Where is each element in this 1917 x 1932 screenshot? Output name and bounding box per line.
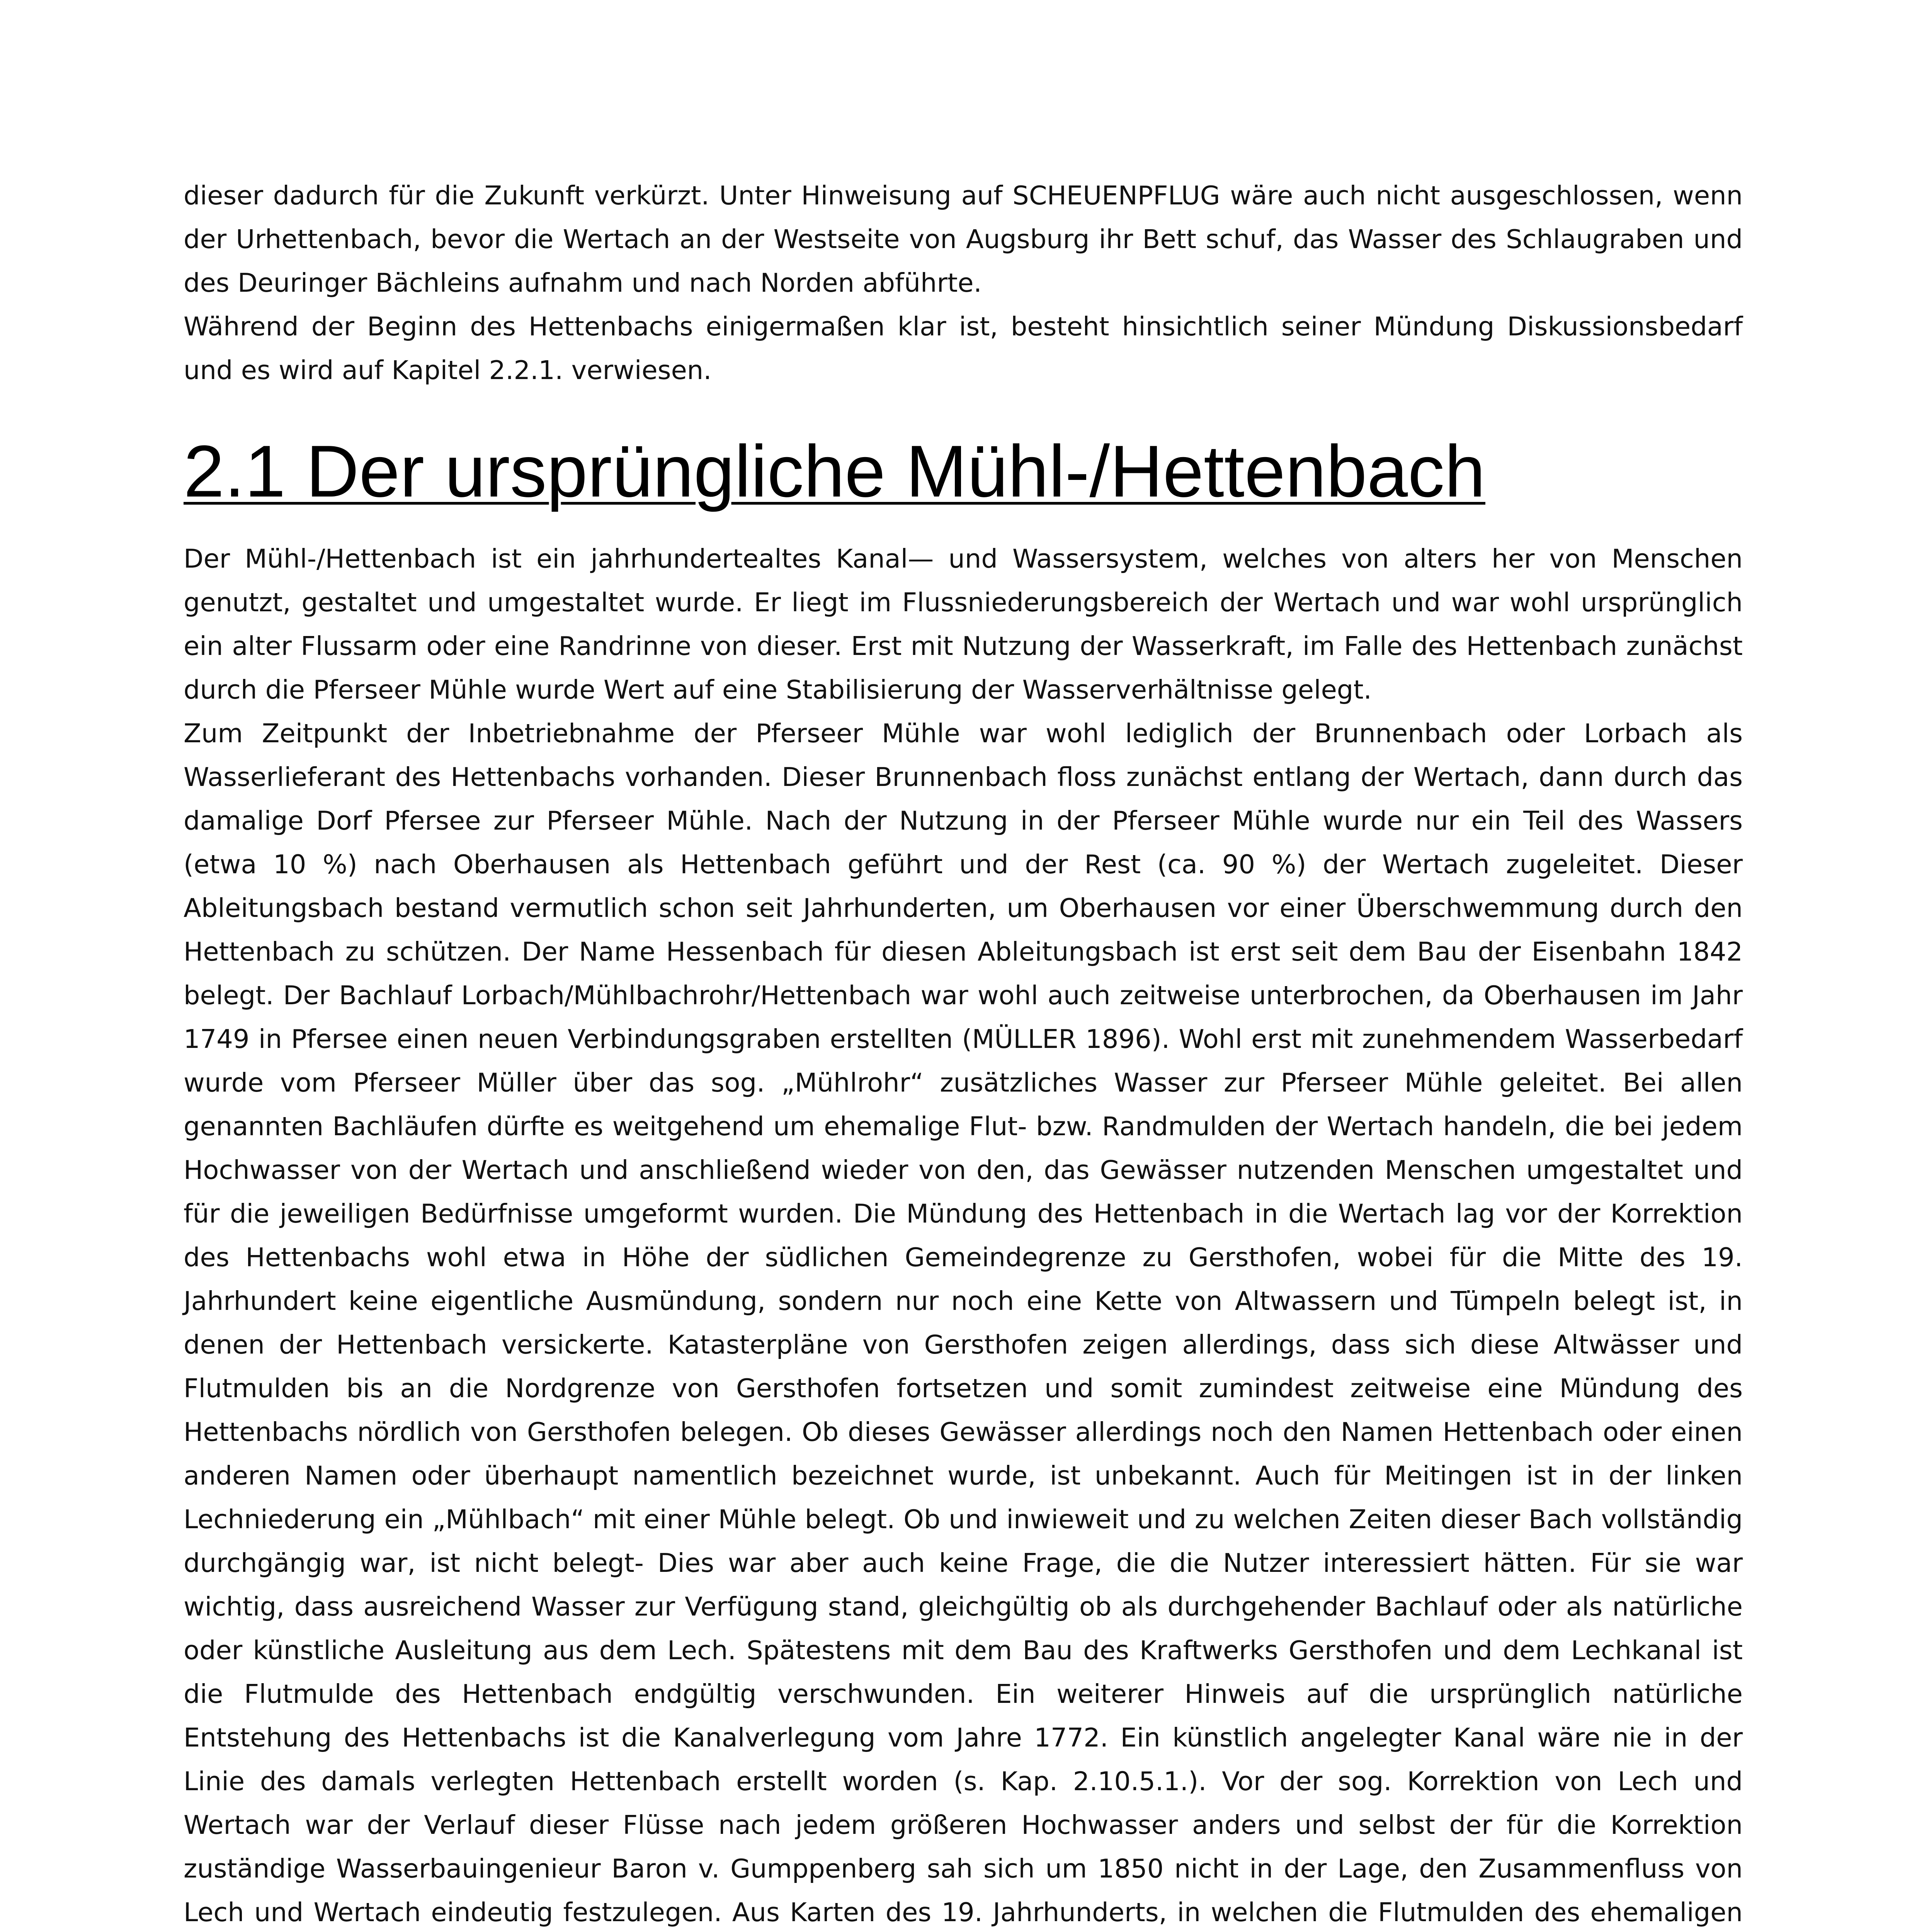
intro-paragraph-1: dieser dadurch für die Zukunft verkürzt. Unter Hinweisung auf SCHEUENPFLUG wäre auch nicht ausgeschlossen, wenn der Urhettenbach, bevor die Wertach an der Westseite von Augsburg ihr Bett schuf, das Wasser des Schlaugraben und des Deuringer Bächleins aufnahm und nach Norden abführte. <box>184 180 1743 298</box>
section-heading: 2.1 Der ursprüngliche Mühl-/Hettenbach <box>184 430 1485 512</box>
section-paragraph-1: Der Mühl-/Hettenbach ist ein jahrhundertealtes Kanal— und Wassersystem, welches von alters her von Menschen genutzt, gestaltet und umgestaltet wurde. Er liegt im Flussniederungsbereich der Wertach und war wohl ursprünglich ein alter Flussarm oder eine Randrinne von dieser. Erst mit Nutzung der Wasserkraft, im Falle des Hettenbach zunächst durch die Pferseer Mühle wurde Wert auf eine Stabilisierung der Wasserverhältnisse gelegt. <box>184 544 1743 705</box>
page-content <box>184 174 1743 1932</box>
section-paragraph-2: Zum Zeitpunkt der Inbetriebnahme der Pferseer Mühle war wohl lediglich der Brunnenbach oder Lorbach als Wasserlieferant des Hettenbachs vorhanden. Dieser Brunnenbach floss zunächst entlang der Wertach, dann durch das damalige Dorf Pfersee zur Pferseer Mühle. Nach der Nutzung in der Pferseer Mühle wurde nur ein Teil des Wassers (etwa 10 %) nach Oberhausen als Hettenbach geführt und der Rest (ca. 90 %) der Wertach zugeleitet. Dieser Ableitungsbach bestand vermutlich schon seit Jahrhunderten, um Oberhausen vor einer Überschwemmung durch den Hettenbach zu schützen. Der Name Hessenbach für diesen Ableitungsbach ist erst seit dem Bau der Eisenbahn 1842 belegt. Der Bachlauf Lorbach/Mühlbachrohr/Hettenbach war wohl auch zeitweise unterbrochen, da Oberhausen im Jahr 1749 in Pfersee einen neuen Verbindungsgraben erstellten (MÜLLER 1896). Wohl erst mit zunehmendem Wasserbedarf wurde vom Pferseer Müller über das sog. „Mühlrohr“ zusätzliches Wasser zur Pferseer Mühle geleitet. Bei allen genannten Bachläufen dürfte es weitgehend um ehemalige Flut- bzw. Randmulden der Wertach handeln, die bei jedem Hochwasser von der Wertach und anschließend wieder von den, das Gewässer nutzenden Menschen umgestaltet und für die jeweiligen Bedürfnisse umgeformt wurden. Die Mündung des Hettenbach in die Wertach lag vor der Korrektion des Hettenbachs wohl etwa in Höhe der südlichen Gemeindegrenze zu Gersthofen, wobei für die Mitte des 19. Jahrhundert keine eigentliche Ausmündung, sondern nur noch eine Kette von Altwassern und Tümpeln belegt ist, in denen der Hettenbach versickerte. Katasterpläne von Gersthofen zeigen allerdings, dass sich diese Altwässer und Flutmulden bis an die Nordgrenze von Gersthofen fortsetzen und somit zumindest zeitweise eine Mündung des Hettenbachs nördlich von Gersthofen belegen. Ob dieses Gewässer allerdings noch den Namen Hettenbach oder einen anderen Namen oder überhaupt namentlich bezeichnet wurde, ist unbekannt. Auch für Meitingen ist in der linken Lechniederung ein „Mühlbach“ mit einer Mühle belegt. Ob und inwieweit und zu welchen Zeiten dieser Bach vollständig durchgängig war, ist nicht belegt- Dies war aber auch keine Frage, die die Nutzer interessiert hätten. Für sie war wichtig, dass ausreichend Wasser zur Verfügung stand, gleichgültig ob als durchgehender Bachlauf oder als natürliche oder künstliche Ausleitung aus dem Lech. Spätestens mit dem Bau des Kraftwerks Gersthofen und dem Lechkanal ist die Flutmulde des Hettenbach endgültig verschwunden. Ein weiterer Hinweis auf die ursprünglich natürliche Entstehung des Hettenbachs ist die Kanalverlegung vom Jahre 1772. Ein künstlich angelegter Kanal wäre nie in der Linie des damals verlegten Hettenbach erstellt worden (s. Kap. 2.10.5.1.). Vor der sog. Korrektion von Lech und Wertach war der Verlauf dieser Flüsse nach jedem größeren Hochwasser anders und selbst der für die Korrektion zuständige Wasserbauingenieur Baron v. Gumppenberg sah sich um 1850 nicht in der Lage, den Zusammenfluss von Lech und Wertach eindeutig festzulegen. Aus Karten des 19. Jahrhunderts, in welchen die Flutmulden des ehemaligen <box>184 718 1743 1927</box>
intro-paragraph-2: Während der Beginn des Hettenbachs einigermaßen klar ist, besteht hinsichtlich seiner Mündung Diskussionsbedarf und es wird auf Kapitel 2.2.1. verwiesen. <box>184 311 1743 385</box>
